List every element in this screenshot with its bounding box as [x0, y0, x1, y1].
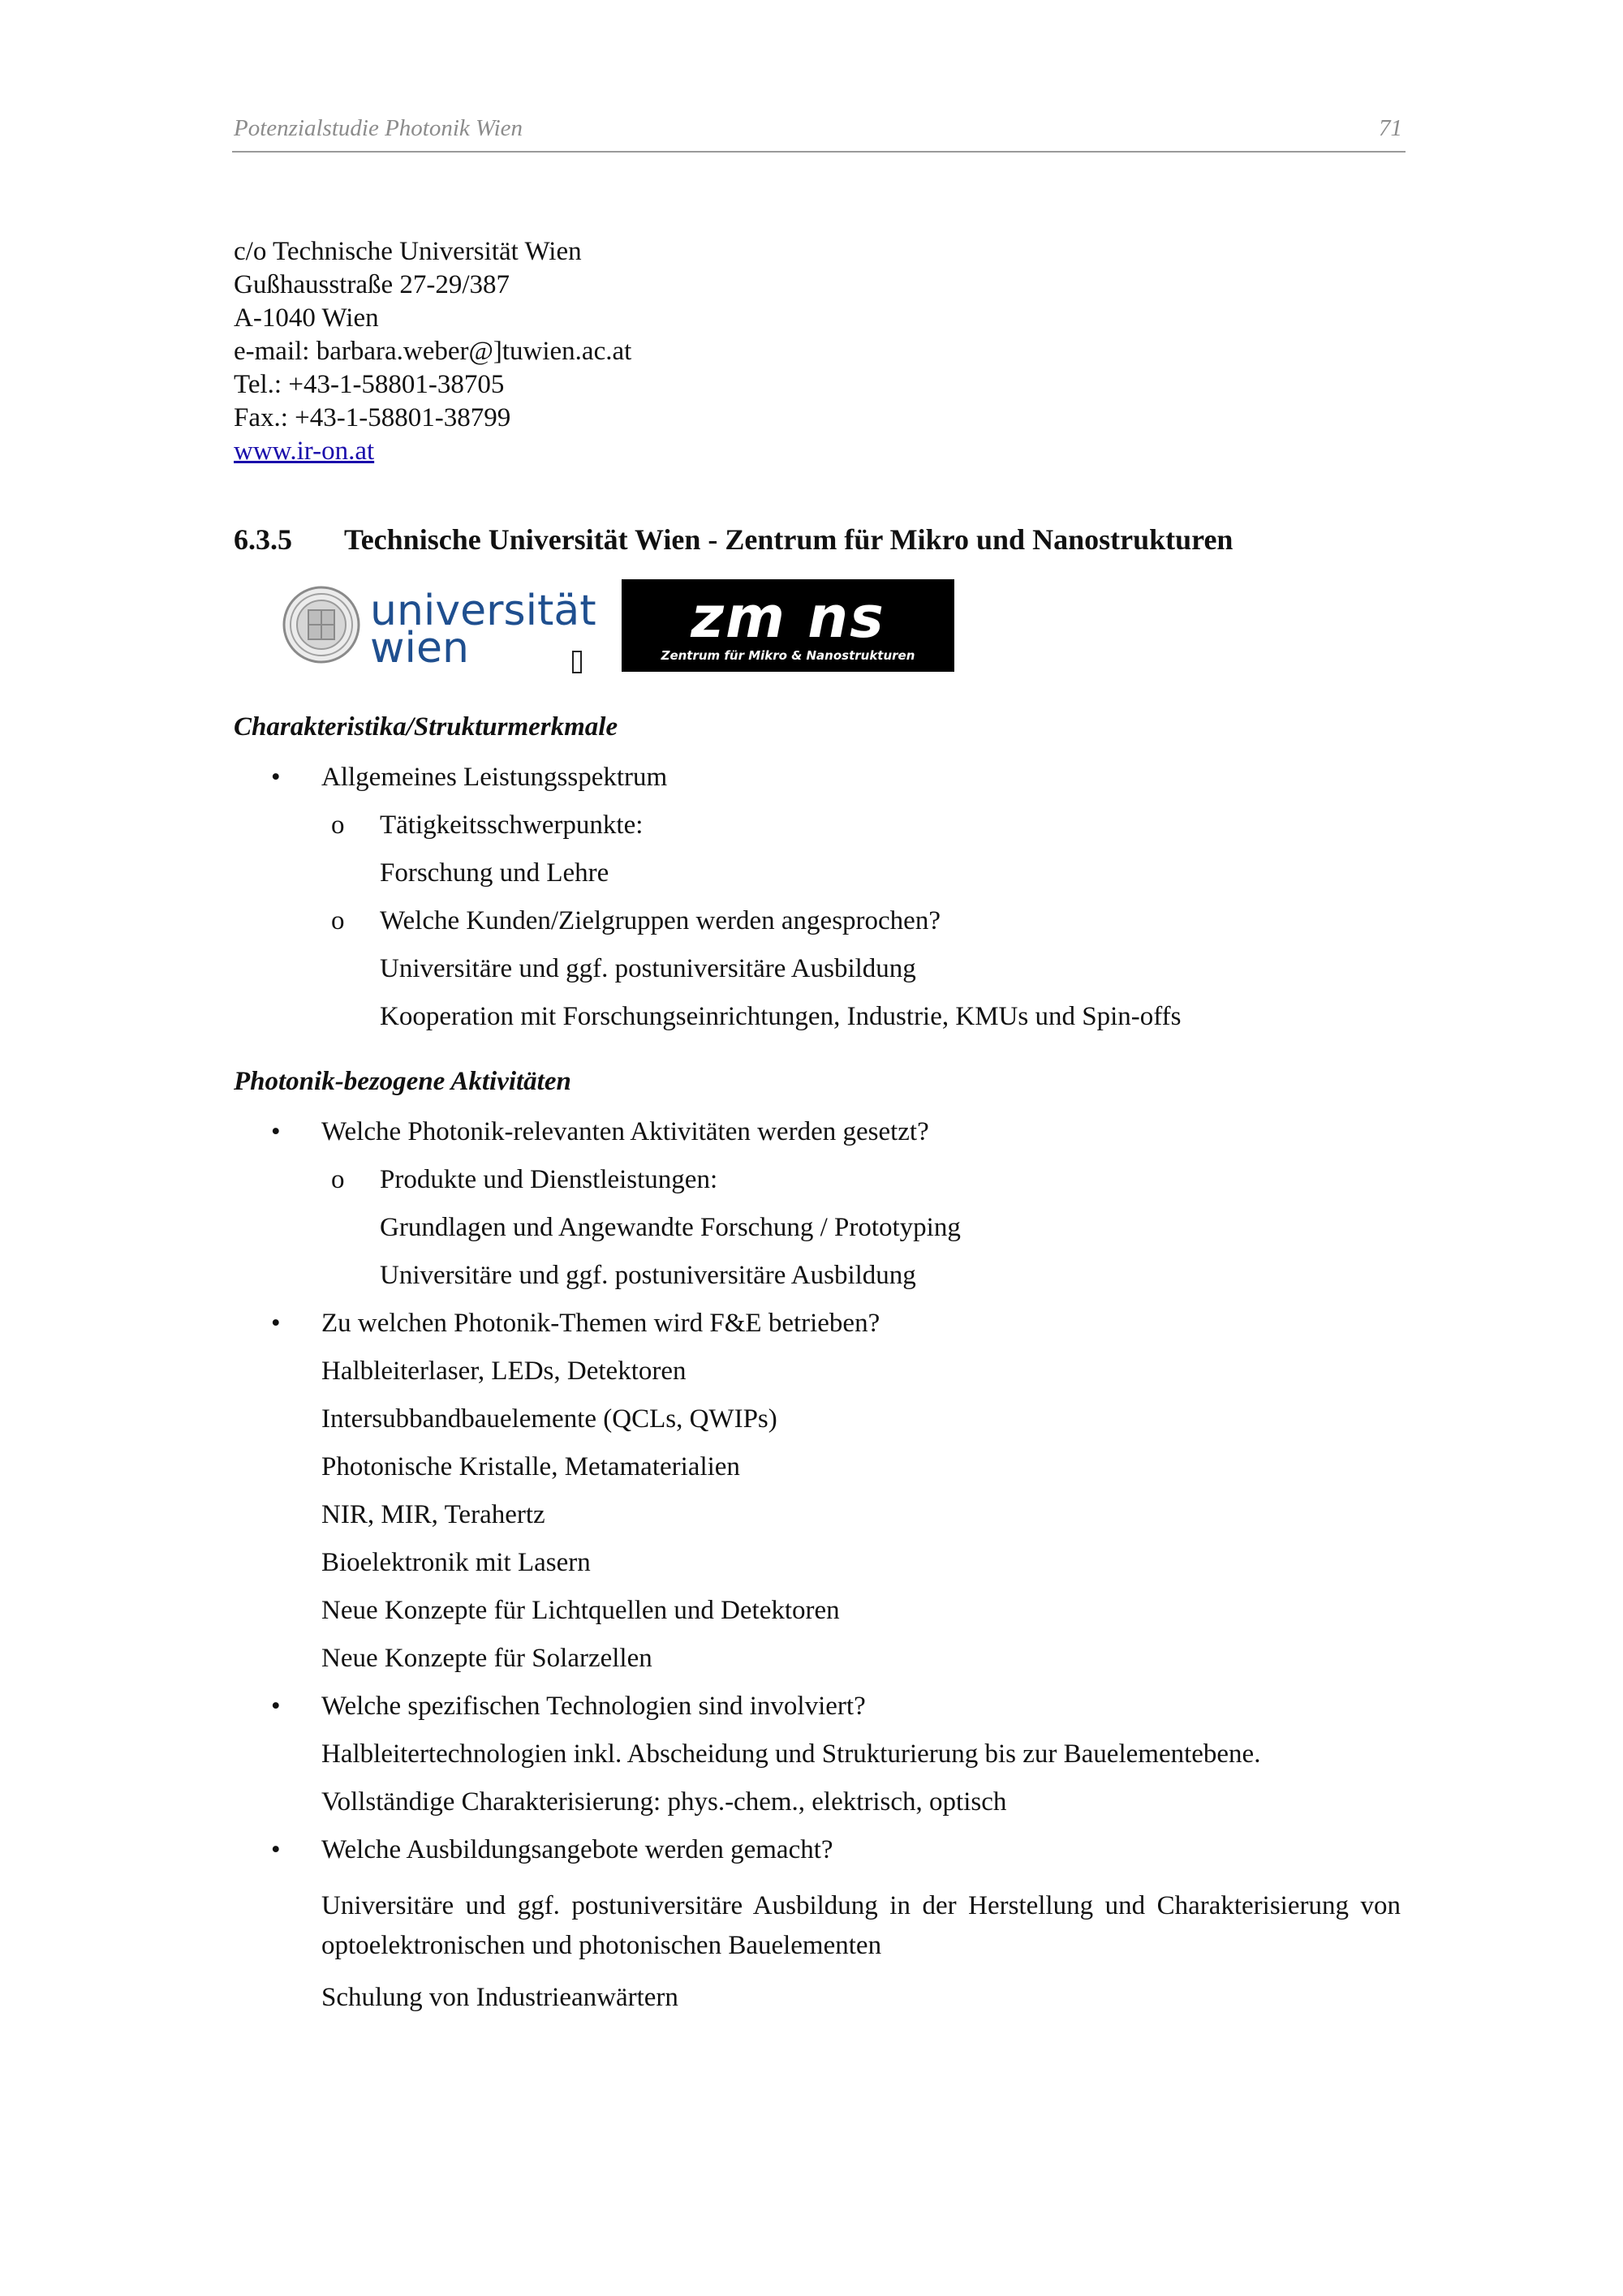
- zmns-logo-sub: Zentrum für Mikro & Nanostrukturen: [661, 648, 915, 663]
- char-sub2-text2: Kooperation mit Forschungseinrichtungen, Industrie, KMUs und Spin-offs: [380, 1002, 1182, 1031]
- sub-bullet-icon: o: [331, 810, 345, 840]
- contact-email: e-mail: barbara.weber@]tuwien.ac.at: [234, 337, 632, 366]
- characteristics-heading: Charakteristika/Strukturmerkmale: [234, 712, 618, 742]
- char-sub2-label: Welche Kunden/Zielgruppen werden angesprochen?: [380, 906, 941, 935]
- universitaet-wien-logo: [281, 583, 596, 673]
- sub-bullet-icon: o: [331, 1165, 345, 1194]
- website-link[interactable]: www.ir-on.at: [234, 436, 375, 466]
- activities-q1-sub-text1: Grundlagen und Angewandte Forschung / Prototyping: [380, 1213, 961, 1242]
- list-item: Halbleiterlaser, LEDs, Detektoren: [321, 1357, 687, 1386]
- contact-tel: Tel.: +43-1-58801-38705: [234, 370, 505, 399]
- activities-heading: Photonik-bezogene Aktivitäten: [234, 1067, 571, 1096]
- list-item: Intersubbandbauelemente (QCLs, QWIPs): [321, 1404, 777, 1434]
- university-seal-icon: [284, 587, 359, 662]
- contact-line-city: A-1040 Wien: [234, 303, 379, 333]
- bullet-icon: •: [271, 763, 281, 792]
- bullet-icon: •: [271, 1692, 281, 1721]
- section-number: 6.3.5: [234, 523, 292, 556]
- activities-q1-sub-text2: Universitäre und ggf. postuniversitäre Ausbildung: [380, 1261, 916, 1290]
- activities-q4-item2: Schulung von Industrieanwärtern: [321, 1983, 678, 2012]
- section-heading: [234, 522, 1233, 557]
- zmns-logo: [622, 579, 954, 672]
- char-sub2-text1: Universitäre und ggf. postuniversitäre Ausbildung: [380, 954, 916, 983]
- activities-q3: Welche spezifischen Technologien sind involviert?: [321, 1692, 866, 1721]
- running-header: [232, 112, 1406, 153]
- list-item: Halbleitertechnologien inkl. Abscheidung und Strukturierung bis zur Bauelementebene.: [321, 1739, 1261, 1769]
- char-item1: Allgemeines Leistungsspektrum: [321, 763, 668, 792]
- logo-uni-line2: wien: [370, 624, 469, 673]
- char-sub1-text: Forschung und Lehre: [380, 858, 609, 888]
- bullet-icon: •: [271, 1309, 281, 1338]
- zmns-logo-main: zm ns: [691, 584, 885, 651]
- activities-q1: Welche Photonik-relevanten Aktivitäten werden gesetzt?: [321, 1117, 929, 1146]
- placeholder-glyph-icon: [572, 651, 582, 673]
- contact-line-street: Gußhausstraße 27-29/387: [234, 270, 510, 299]
- contact-fax: Fax.: +43-1-58801-38799: [234, 403, 511, 432]
- bullet-icon: •: [271, 1835, 281, 1864]
- list-item: NIR, MIR, Terahertz: [321, 1500, 545, 1529]
- activities-q2: Zu welchen Photonik-Themen wird F&E betrieben?: [321, 1309, 880, 1338]
- contact-line-institution: c/o Technische Universität Wien: [234, 237, 582, 266]
- list-item: Neue Konzepte für Solarzellen: [321, 1644, 652, 1673]
- bullet-icon: •: [271, 1117, 281, 1146]
- logo-uni-line1: universität: [370, 587, 596, 635]
- header-title: Potenzialstudie Photonik Wien: [234, 115, 523, 141]
- activities-q4: Welche Ausbildungsangebote werden gemacht?: [321, 1835, 833, 1864]
- char-sub1-label: Tätigkeitsschwerpunkte:: [380, 810, 644, 840]
- page-number: 71: [1379, 115, 1402, 141]
- list-item: Neue Konzepte für Lichtquellen und Detektoren: [321, 1596, 840, 1625]
- section-title: Technische Universität Wien - Zentrum für Mikro und Nanostrukturen: [344, 523, 1233, 556]
- activities-q1-sub-label: Produkte und Dienstleistungen:: [380, 1165, 718, 1194]
- sub-bullet-icon: o: [331, 906, 345, 935]
- list-item: Bioelektronik mit Lasern: [321, 1548, 591, 1577]
- list-item: Vollständige Charakterisierung: phys.-chem., elektrisch, optisch: [321, 1787, 1007, 1817]
- list-item: Photonische Kristalle, Metamaterialien: [321, 1452, 740, 1481]
- activities-q4-paragraph: Universitäre und ggf. postuniversitäre Ausbildung in der Herstellung und Charakterisierung von optoelektronischen und photonischen Bauelementen: [321, 1891, 1401, 1960]
